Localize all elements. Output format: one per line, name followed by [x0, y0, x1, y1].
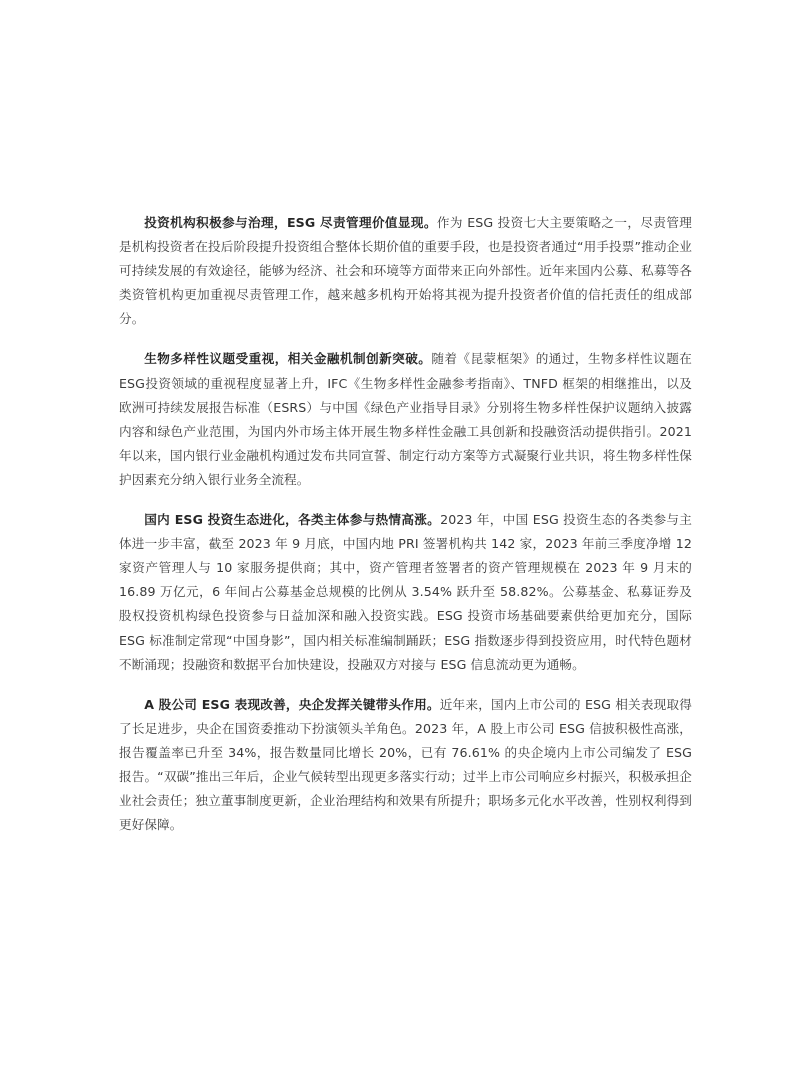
paragraph-a-share-esg	[119, 693, 692, 838]
paragraph-esg-ecosystem	[119, 508, 692, 677]
paragraph-lead: 生物多样性议题受重视，相关金融机制创新突破。	[144, 351, 432, 367]
paragraph-stewardship	[119, 211, 692, 331]
paragraph-text: 随着《昆蒙框架》的通过，生物多样性议题在ESG投资领域的重视程度显著上升，IFC《生物多样性金融参考指南》、TNFD 框架的相继推出，以及欧洲可持续发展报告标准（ESRS）与中国《绿色产业指导目录》分别将生物多样性保护议题纳入披露内容和绿色产业范围，为国内外市场主体开展生物多样性金融工具创新和投融资活动提供指引。2021 年以来，国内银行业金融机构通过发布共同宣誓、制定行动方案等方式凝聚行业共识，将生物多样性保护因素充分纳入银行业务全流程。	[119, 351, 693, 487]
document-body	[119, 211, 692, 853]
paragraph-text: 近年来，国内上市公司的 ESG 相关表现取得了长足进步，央企在国资委推动下扮演领头羊角色。2023 年，A 股上市公司 ESG 信披积极性高涨，报告覆盖率已升至 34%，报告数量同比增长 20%，已有 76.61% 的央企境内上市公司编发了 ESG 报告。“双碳”推出三年后，企业气候转型出现更多落实行动；过半上市公司响应乡村振兴，积极承担企业社会责任；独立董事制度更新，企业治理结构和效果有所提升；职场多元化水平改善，性别权利得到更好保障。	[119, 696, 692, 833]
paragraph-biodiversity	[119, 347, 692, 492]
paragraph-lead: 投资机构积极参与治理，ESG 尽责管理价值显现。	[144, 215, 437, 230]
paragraph-text: 作为 ESG 投资七大主要策略之一，尽责管理是机构投资者在投后阶段提升投资组合整体长期价值的重要手段，也是投资者通过“用手投票”推动企业可持续发展的有效途径，能够为经济、社会和环境等方面带来正向外部性。近年来国内公募、私募等各类资管机构更加重视尽责管理工作，越来越多机构开始将其视为提升投资者价值的信托责任的组成部分。	[119, 215, 693, 327]
paragraph-lead: 国内 ESG 投资生态进化，各类主体参与热情高涨。	[144, 512, 441, 528]
paragraph-text: 2023 年，中国 ESG 投资生态的各类参与主体进一步丰富，截至 2023 年 9 月底，中国内地 PRI 签署机构共 142 家，2023 年前三季度净增 12 家资产管理人与 10 家服务提供商；其中，资产管理者签署者的资产管理规模在 2023 年 9 月末的 16.89 万亿元，6 年间占公募基金总规模的比例从 3.54% 跃升至 58.82%。公募基金、私募证券及股权投资机构绿色投资参与日益加深和融入投资实践。ESG 投资市场基础要素供给更加充分，国际 ESG 标准制定常现“中国身影”，国内相关标准编制踊跃；ESG 指数逐步得到投资应用，时代特色题材不断涌现；投融资和数据平台加快建设，投融双方对接与 ESG 信息流动更为通畅。	[119, 512, 693, 672]
paragraph-lead: A 股公司 ESG 表现改善，央企发挥关键带头作用。	[144, 696, 440, 712]
